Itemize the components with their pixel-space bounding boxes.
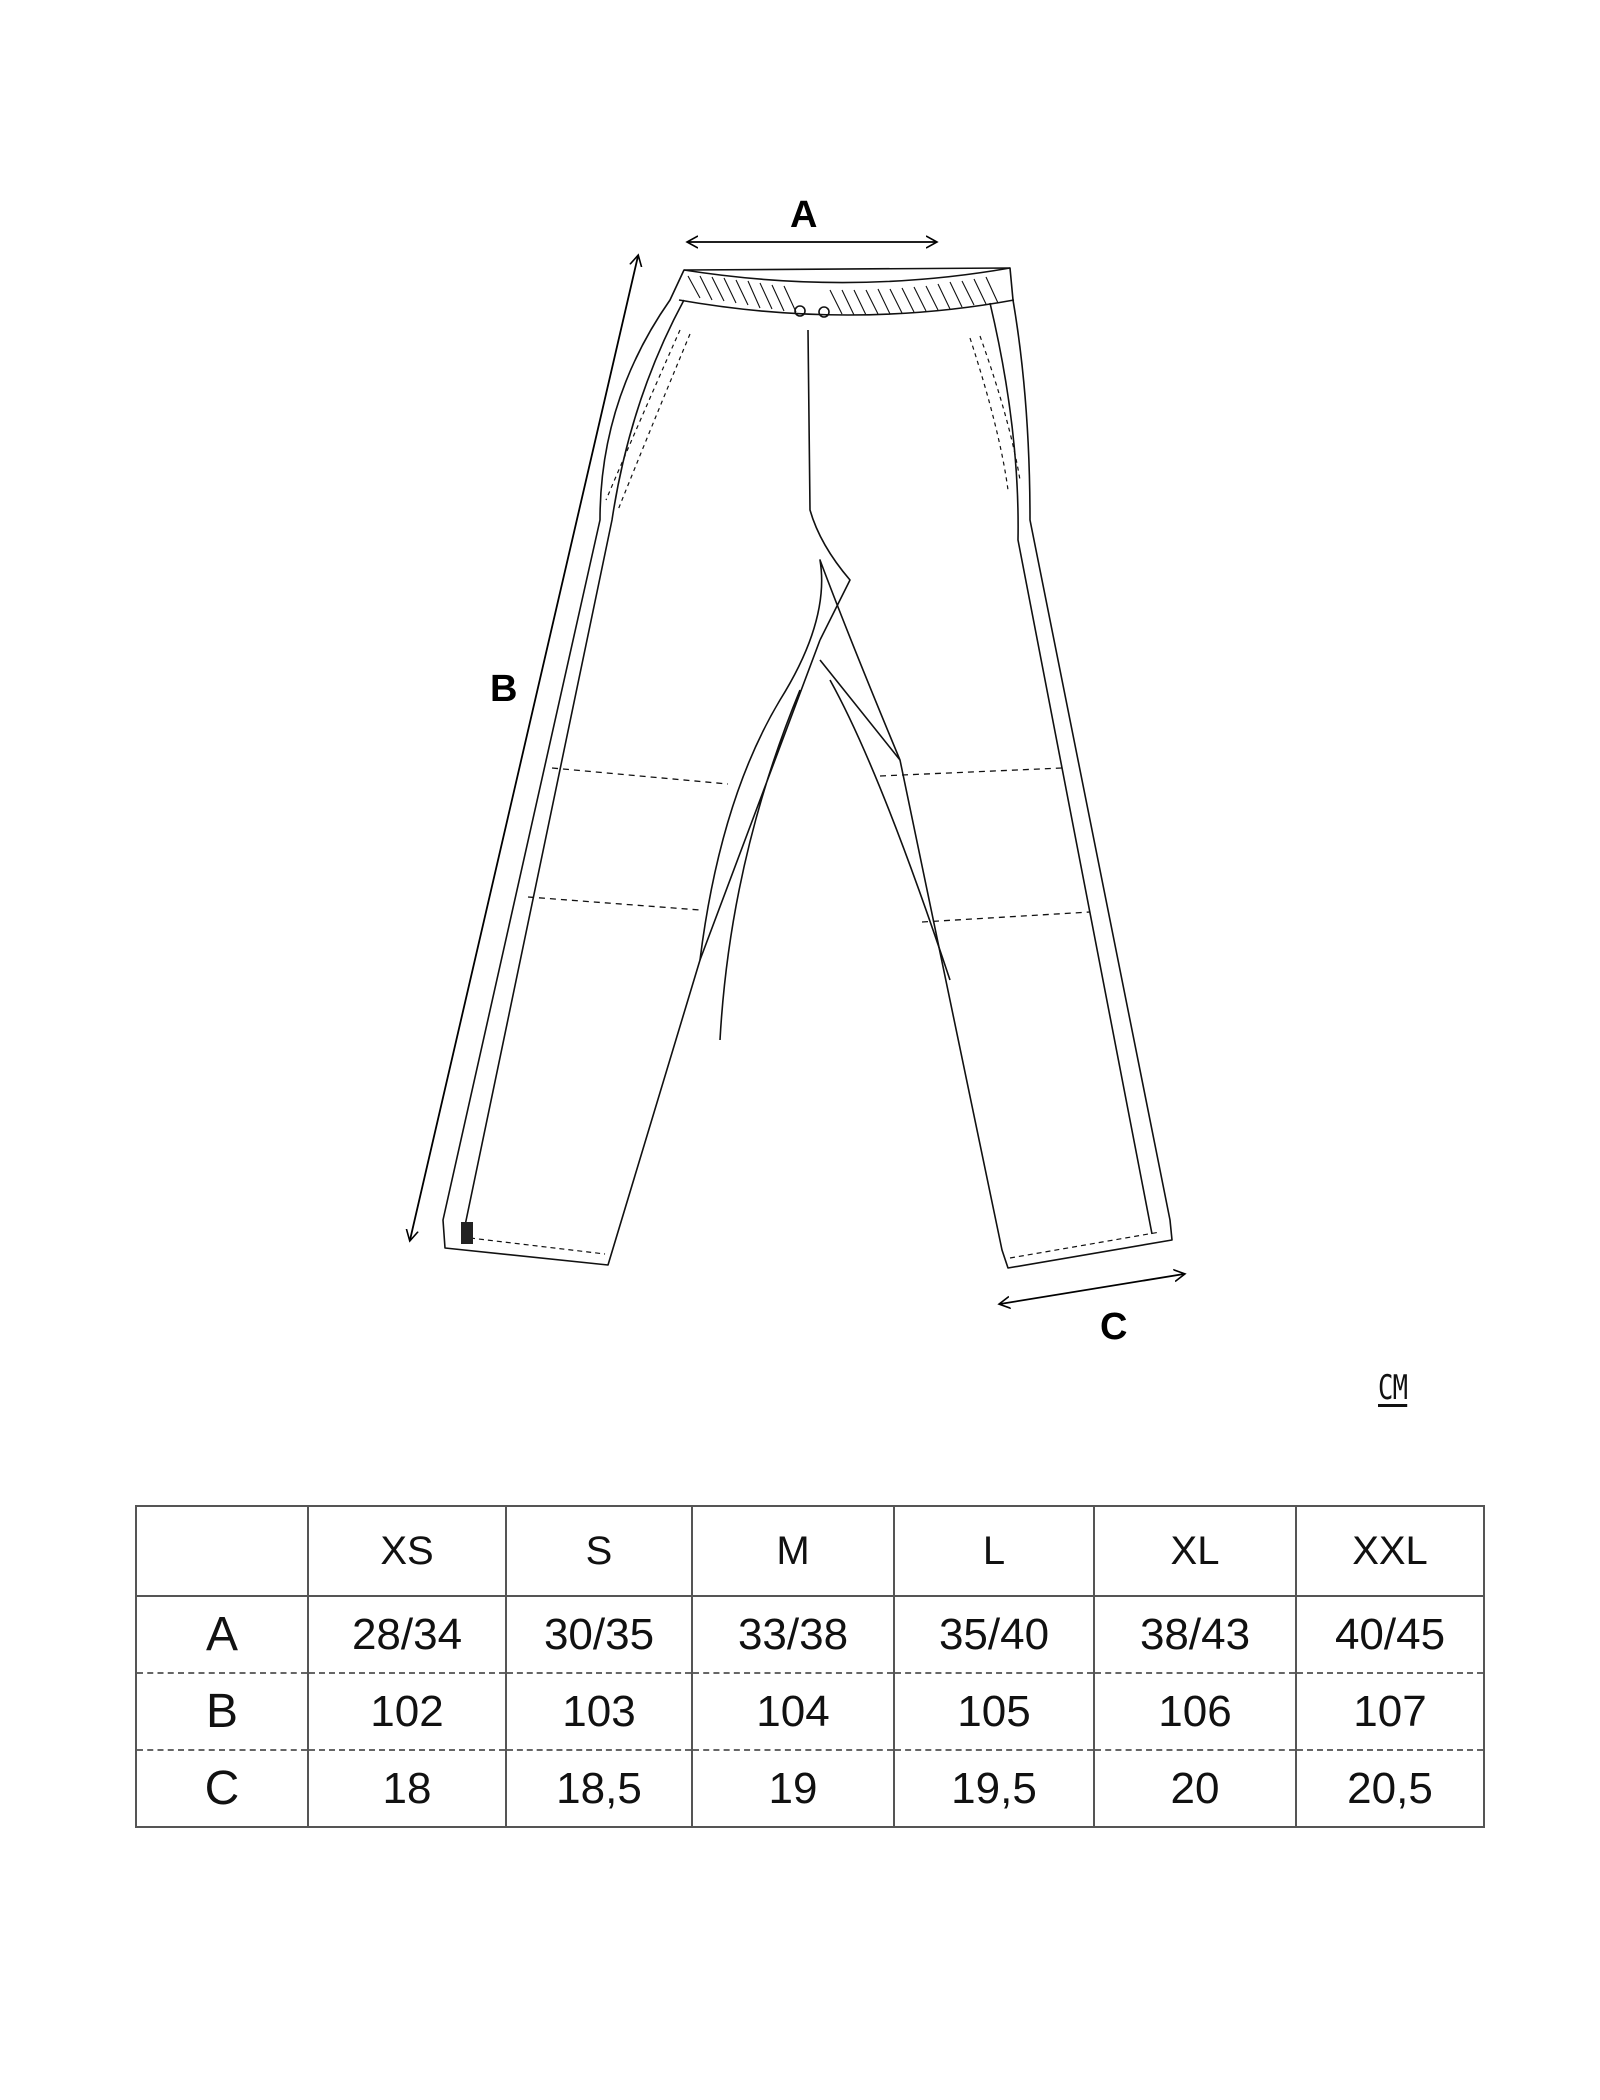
- size-header-row: [136, 1506, 1484, 1596]
- table-row-b: [136, 1673, 1484, 1750]
- hem-tab: [461, 1222, 473, 1244]
- dimension-arrow-c: [1000, 1274, 1184, 1304]
- table-cell: 33/38: [692, 1596, 894, 1673]
- size-s: S: [506, 1506, 692, 1596]
- size-l: L: [894, 1506, 1094, 1596]
- side-stripe-left: [462, 300, 684, 1240]
- center-seam: [808, 330, 850, 640]
- size-table: [135, 1505, 1485, 1828]
- table-cell: 19: [692, 1750, 894, 1827]
- dimension-arrow-b: [410, 256, 638, 1240]
- row-label: C: [136, 1750, 308, 1827]
- size-xxl: XXL: [1296, 1506, 1484, 1596]
- table-cell: 20,5: [1296, 1750, 1484, 1827]
- dimension-label-a: A: [790, 194, 818, 236]
- table-cell: 30/35: [506, 1596, 692, 1673]
- size-xs: XS: [308, 1506, 506, 1596]
- table-cell: 18: [308, 1750, 506, 1827]
- table-row-c: [136, 1750, 1484, 1827]
- knee-stitch-left: [528, 768, 728, 910]
- table-cell: 18,5: [506, 1750, 692, 1827]
- table-cell: 104: [692, 1673, 894, 1750]
- table-cell: 105: [894, 1673, 1094, 1750]
- inner-leg-right: [820, 660, 950, 980]
- header-corner: [136, 1506, 308, 1596]
- table-cell: 35/40: [894, 1596, 1094, 1673]
- table-cell: 102: [308, 1673, 506, 1750]
- table-cell: 20: [1094, 1750, 1296, 1827]
- table-cell: 28/34: [308, 1596, 506, 1673]
- table-cell: 107: [1296, 1673, 1484, 1750]
- table-cell: 38/43: [1094, 1596, 1296, 1673]
- inner-leg-left: [700, 640, 820, 1040]
- table-cell: 106: [1094, 1673, 1296, 1750]
- drawcord-eyelet-right: [819, 307, 829, 317]
- waistband: [679, 268, 1014, 315]
- knee-stitch-right: [880, 768, 1090, 922]
- unit-label: CM: [1378, 1368, 1408, 1408]
- dimension-label-b: B: [490, 668, 518, 710]
- size-m: M: [692, 1506, 894, 1596]
- table-row-a: [136, 1596, 1484, 1673]
- table-cell: 103: [506, 1673, 692, 1750]
- table-cell: 19,5: [894, 1750, 1094, 1827]
- side-stripe-right: [990, 303, 1152, 1234]
- row-label: B: [136, 1673, 308, 1750]
- size-xl: XL: [1094, 1506, 1296, 1596]
- hem-stitch-left: [470, 1238, 605, 1254]
- row-label: A: [136, 1596, 308, 1673]
- dimension-label-c: C: [1100, 1306, 1128, 1348]
- table-cell: 40/45: [1296, 1596, 1484, 1673]
- pocket-stitch-right: [970, 336, 1020, 490]
